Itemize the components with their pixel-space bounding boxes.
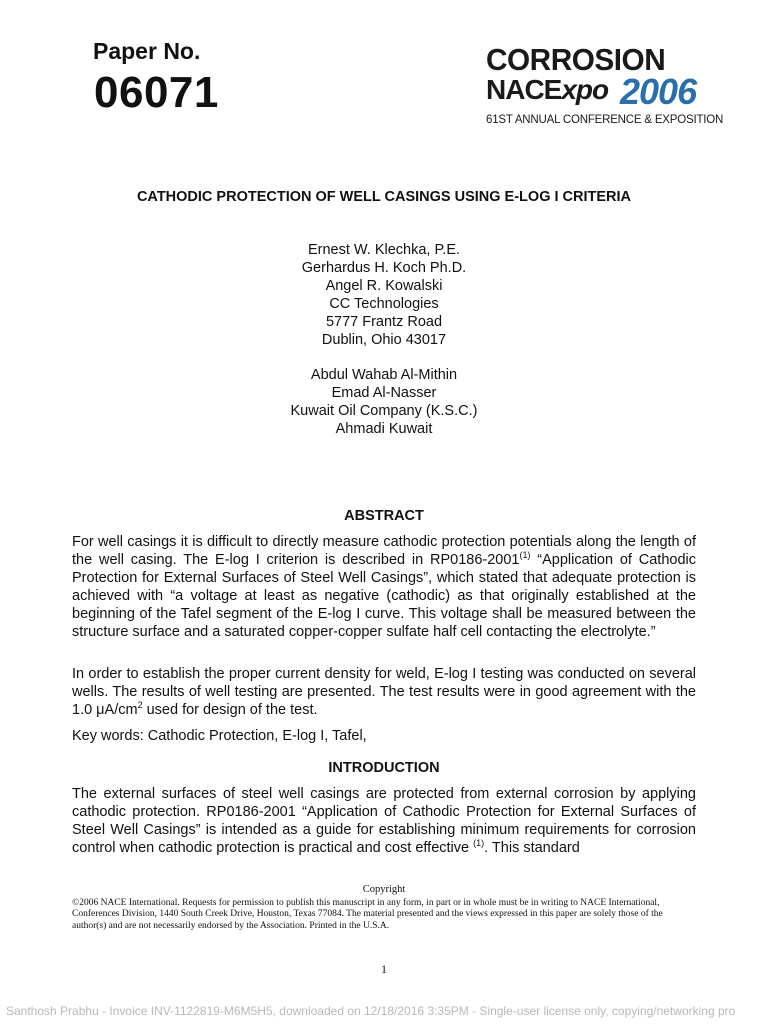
logo-year: 2006: [620, 71, 697, 112]
citation-ref: (1): [519, 550, 531, 561]
author-address: Dublin, Ohio 43017: [321, 332, 447, 348]
introduction-heading: INTRODUCTION: [328, 760, 440, 776]
citation-ref: (1): [473, 838, 485, 849]
author-line: Angel R. Kowalski: [325, 278, 443, 294]
keywords: Key words: Cathodic Protection, E-log I, Tafel,: [72, 728, 367, 744]
copyright-heading: Copyright: [362, 884, 406, 895]
logo-nacexpo-text: NACExpo: [486, 74, 609, 105]
author-block-2: [0, 366, 768, 438]
author-affiliation: Kuwait Oil Company (K.S.C.): [290, 403, 478, 419]
abstract-paragraph-1: For well casings it is difficult to directly measure cathodic protection potentials along the length of the well casing. The E-log I criterion is described in RP0186-2001$^{(1)}$ “Application of Cathodic Protection for External Surfaces of Steel Well Casings”, which stated that adequate protection is achieved with “a voltage at least as negative (cathodic) as that originally established at the beginning of the Tafel segment of the E-log I curve. This voltage shall be measured between the structure surface and a saturated copper-copper sulfate half cell contacting the electrolyte.”: [72, 534, 697, 640]
logo-corrosion-text: CORROSION: [486, 42, 666, 77]
author-line: Emad Al-Nasser: [331, 385, 437, 401]
author-address: Ahmadi Kuwait: [335, 421, 433, 437]
paper-title: CATHODIC PROTECTION OF WELL CASINGS USING E-LOG I CRITERIA: [136, 189, 632, 205]
author-line: Gerhardus H. Koch Ph.D.: [301, 260, 467, 276]
copyright-notice: [72, 884, 696, 932]
copyright-text: ©2006 NACE International. Requests for permission to publish this manuscript in any form, in part or in whole must be in writing to NACE International, Conferences Division, 1440 South Creek Drive, Houston, Texas 77084. The material presented and the views expressed in this paper are solely those of the author(s) and are not necessarily endorsed by the Association. Printed in the U.S.A.: [72, 897, 663, 931]
introduction-paragraph-1: The external surfaces of steel well casings are protected from external corrosion by applying cathodic protection. RP0186-2001 “Application of Cathodic Protection for External Surfaces of Steel Well Casings” is intended as a guide for establishing minimum requirements for corrosion control when cathodic protection is practical and cost effective $^{(1)}$. This standard: [72, 786, 696, 856]
author-address: 5777 Frantz Road: [325, 314, 443, 330]
abstract-paragraph-2: In order to establish the proper current density for weld, E-log I testing was conducted on several wells. The results of well testing are presented. The test results were in good agreement with the 1.0 $\mu A/cm^2$ used for design of the test.: [72, 666, 696, 718]
logo-subtitle: 61ST ANNUAL CONFERENCE & EXPOSITION: [486, 114, 724, 126]
page-number: 1: [381, 962, 387, 976]
author-block-1: [0, 241, 768, 349]
paper-number: 06071: [94, 68, 219, 117]
author-affiliation: CC Technologies: [329, 296, 439, 312]
abstract-heading: ABSTRACT: [344, 508, 424, 524]
author-line: Ernest W. Klechka, P.E.: [307, 242, 461, 258]
corrosion-nacexpo-logo: [486, 42, 724, 130]
paper-number-label: Paper No.: [93, 38, 201, 64]
author-line: Abdul Wahab Al-Mithin: [310, 367, 458, 383]
license-watermark-footer: Santhosh Prabhu - Invoice INV-1122819-M6M5H5, downloaded on 12/18/2016 3:35PM - Single-user license only, copying/networking pro: [6, 1004, 736, 1018]
